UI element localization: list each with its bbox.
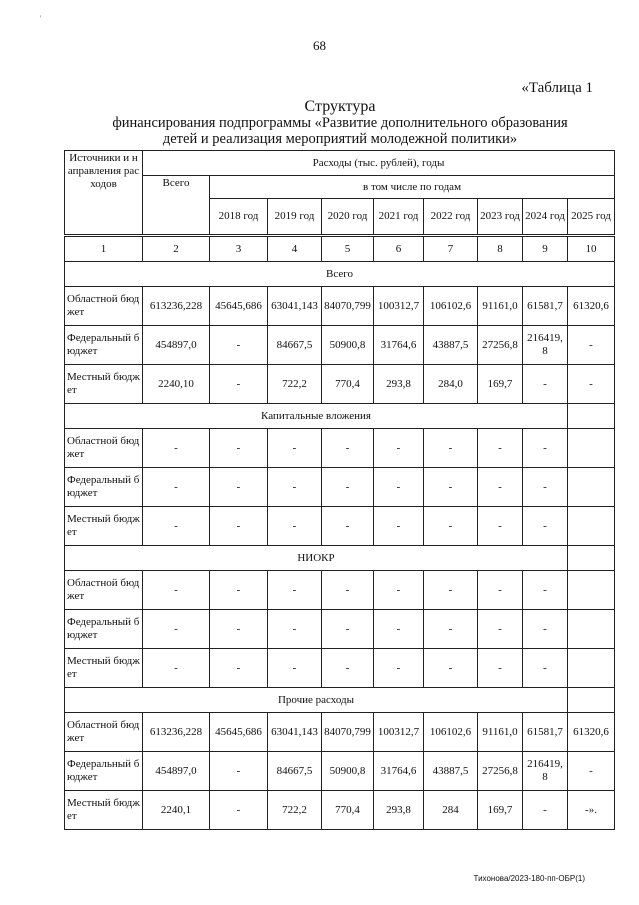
table-row <box>65 287 615 326</box>
table-row <box>65 571 615 610</box>
section-title: Прочие расходы <box>65 688 568 713</box>
value-cell: 284,0 <box>424 365 478 404</box>
value-cell: 2240,10 <box>143 365 210 404</box>
value-cell: - <box>374 507 424 546</box>
section-title: Капитальные вложения <box>65 404 568 429</box>
empty-cell <box>568 404 615 429</box>
value-cell: - <box>424 507 478 546</box>
table-row <box>65 429 615 468</box>
value-cell: - <box>568 326 615 365</box>
column-number: 6 <box>374 237 424 262</box>
table-row <box>65 649 615 688</box>
value-cell: - <box>210 507 268 546</box>
value-cell: - <box>322 468 374 507</box>
value-cell: - <box>478 610 523 649</box>
row-label: Местный бюджет <box>65 791 143 830</box>
value-cell: 61320,6 <box>568 287 615 326</box>
value-cell: 293,8 <box>374 365 424 404</box>
value-cell: - <box>523 429 568 468</box>
table-row <box>65 507 615 546</box>
header-sources: Источники и направления расходов <box>65 151 143 235</box>
row-label: Местный бюджет <box>65 507 143 546</box>
value-cell: - <box>424 429 478 468</box>
value-cell: - <box>374 610 424 649</box>
value-cell: 454897,0 <box>143 752 210 791</box>
value-cell: 31764,6 <box>374 326 424 365</box>
value-cell: 63041,143 <box>268 287 322 326</box>
column-number: 8 <box>478 237 523 262</box>
table-row <box>65 610 615 649</box>
table-row <box>65 791 615 830</box>
row-label: Федеральный бюджет <box>65 610 143 649</box>
value-cell: - <box>374 429 424 468</box>
header-year: 2020 год <box>322 199 374 235</box>
value-cell: - <box>210 571 268 610</box>
value-cell: - <box>143 507 210 546</box>
value-cell: - <box>210 791 268 830</box>
value-cell: - <box>424 610 478 649</box>
value-cell: - <box>478 507 523 546</box>
value-cell: - <box>210 649 268 688</box>
header-total: Всего <box>143 176 210 235</box>
value-cell: - <box>523 468 568 507</box>
header-year: 2025 год <box>568 199 615 235</box>
value-cell: 293,8 <box>374 791 424 830</box>
column-number: 9 <box>523 237 568 262</box>
empty-cell <box>568 546 615 571</box>
value-cell: 84070,799 <box>322 713 374 752</box>
value-cell: - <box>268 429 322 468</box>
header-year: 2019 год <box>268 199 322 235</box>
value-cell: - <box>424 649 478 688</box>
column-number: 2 <box>143 237 210 262</box>
value-cell: - <box>210 429 268 468</box>
value-cell: 613236,228 <box>143 287 210 326</box>
value-cell: - <box>523 507 568 546</box>
value-cell: - <box>478 429 523 468</box>
row-label: Областной бюджет <box>65 429 143 468</box>
value-cell: 84667,5 <box>268 752 322 791</box>
value-cell: 45645,686 <box>210 287 268 326</box>
value-cell: 31764,6 <box>374 752 424 791</box>
value-cell: - <box>424 571 478 610</box>
table-row <box>65 752 615 791</box>
section-row <box>65 546 615 571</box>
empty-cell <box>568 688 615 713</box>
value-cell: - <box>143 468 210 507</box>
value-cell: - <box>568 752 615 791</box>
header-year: 2022 год <box>424 199 478 235</box>
value-cell: 722,2 <box>268 791 322 830</box>
value-cell: 284 <box>424 791 478 830</box>
value-cell: 61320,6 <box>568 713 615 752</box>
table-row <box>65 326 615 365</box>
value-cell: - <box>322 649 374 688</box>
value-cell: -». <box>568 791 615 830</box>
section-row <box>65 688 615 713</box>
value-cell: 100312,7 <box>374 713 424 752</box>
section-title: НИОКР <box>65 546 568 571</box>
value-cell: 106102,6 <box>424 713 478 752</box>
title-line: финансирования подпрограммы «Развитие дополнительного образования <box>112 115 568 131</box>
value-cell: - <box>478 571 523 610</box>
value-cell: 43887,5 <box>424 752 478 791</box>
value-cell: 50900,8 <box>322 752 374 791</box>
table-row <box>65 365 615 404</box>
section-title: Всего <box>65 262 615 287</box>
column-number: 4 <box>268 237 322 262</box>
value-cell: 91161,0 <box>478 713 523 752</box>
value-cell: - <box>424 468 478 507</box>
value-cell: 106102,6 <box>424 287 478 326</box>
value-cell: 613236,228 <box>143 713 210 752</box>
value-cell: - <box>143 571 210 610</box>
row-label: Областной бюджет <box>65 713 143 752</box>
column-number: 10 <box>568 237 615 262</box>
row-label: Федеральный бюджет <box>65 468 143 507</box>
value-cell: 454897,0 <box>143 326 210 365</box>
table-row <box>65 468 615 507</box>
value-cell: - <box>268 610 322 649</box>
scan-mark: ' <box>40 14 42 23</box>
value-cell: 2240,1 <box>143 791 210 830</box>
section-row <box>65 404 615 429</box>
row-label: Областной бюджет <box>65 287 143 326</box>
value-cell: - <box>523 649 568 688</box>
value-cell: - <box>143 649 210 688</box>
value-cell: - <box>322 571 374 610</box>
value-cell: 27256,8 <box>478 752 523 791</box>
document-footer: Тихонова/2023-180-пп-ОБР(1) <box>473 874 585 883</box>
table-title <box>60 99 620 147</box>
header-year: 2024 год <box>523 199 568 235</box>
value-cell: - <box>210 468 268 507</box>
value-cell: - <box>322 429 374 468</box>
column-number: 1 <box>65 237 143 262</box>
title-line: детей и реализация мероприятий молодежной политики» <box>162 131 518 147</box>
value-cell <box>568 610 615 649</box>
section-row <box>65 262 615 287</box>
value-cell: 61581,7 <box>523 287 568 326</box>
value-cell: - <box>374 468 424 507</box>
value-cell: 61581,7 <box>523 713 568 752</box>
value-cell: - <box>568 365 615 404</box>
value-cell: 84070,799 <box>322 287 374 326</box>
value-cell: 770,4 <box>322 791 374 830</box>
header-by-years: в том числе по годам <box>210 176 615 199</box>
value-cell: - <box>268 571 322 610</box>
header-year: 2023 год <box>478 199 523 235</box>
value-cell: - <box>143 610 210 649</box>
value-cell: - <box>478 649 523 688</box>
value-cell: - <box>210 610 268 649</box>
value-cell: 169,7 <box>478 791 523 830</box>
value-cell: 722,2 <box>268 365 322 404</box>
value-cell <box>568 468 615 507</box>
value-cell <box>568 507 615 546</box>
value-cell: 84667,5 <box>268 326 322 365</box>
value-cell: 45645,686 <box>210 713 268 752</box>
value-cell <box>568 429 615 468</box>
value-cell: - <box>268 649 322 688</box>
financing-table <box>64 150 615 830</box>
row-label: Местный бюджет <box>65 649 143 688</box>
row-label: Федеральный бюджет <box>65 326 143 365</box>
value-cell <box>568 649 615 688</box>
value-cell: - <box>322 610 374 649</box>
value-cell: - <box>210 752 268 791</box>
value-cell: 169,7 <box>478 365 523 404</box>
value-cell: 91161,0 <box>478 287 523 326</box>
page-number: 68 <box>313 38 326 53</box>
value-cell: - <box>523 365 568 404</box>
value-cell: - <box>143 429 210 468</box>
value-cell: - <box>478 468 523 507</box>
column-number: 5 <box>322 237 374 262</box>
value-cell: 216419,8 <box>523 752 568 791</box>
table-tag: «Таблица 1 <box>521 80 593 96</box>
header-year: 2018 год <box>210 199 268 235</box>
value-cell: - <box>523 610 568 649</box>
value-cell: - <box>210 365 268 404</box>
value-cell: - <box>523 571 568 610</box>
value-cell: 50900,8 <box>322 326 374 365</box>
header-year: 2021 год <box>374 199 424 235</box>
value-cell <box>568 571 615 610</box>
value-cell: - <box>374 649 424 688</box>
column-number: 7 <box>424 237 478 262</box>
value-cell: 770,4 <box>322 365 374 404</box>
column-number: 3 <box>210 237 268 262</box>
value-cell: - <box>268 468 322 507</box>
value-cell: - <box>374 571 424 610</box>
table-row <box>65 713 615 752</box>
header-expenses: Расходы (тыс. рублей), годы <box>143 151 615 176</box>
value-cell: - <box>268 507 322 546</box>
value-cell: 43887,5 <box>424 326 478 365</box>
value-cell: - <box>210 326 268 365</box>
value-cell: - <box>322 507 374 546</box>
value-cell: 63041,143 <box>268 713 322 752</box>
value-cell: 27256,8 <box>478 326 523 365</box>
value-cell: 216419,8 <box>523 326 568 365</box>
row-label: Местный бюджет <box>65 365 143 404</box>
value-cell: 100312,7 <box>374 287 424 326</box>
title-line: Структура <box>304 98 376 115</box>
row-label: Областной бюджет <box>65 571 143 610</box>
value-cell: - <box>523 791 568 830</box>
row-label: Федеральный бюджет <box>65 752 143 791</box>
